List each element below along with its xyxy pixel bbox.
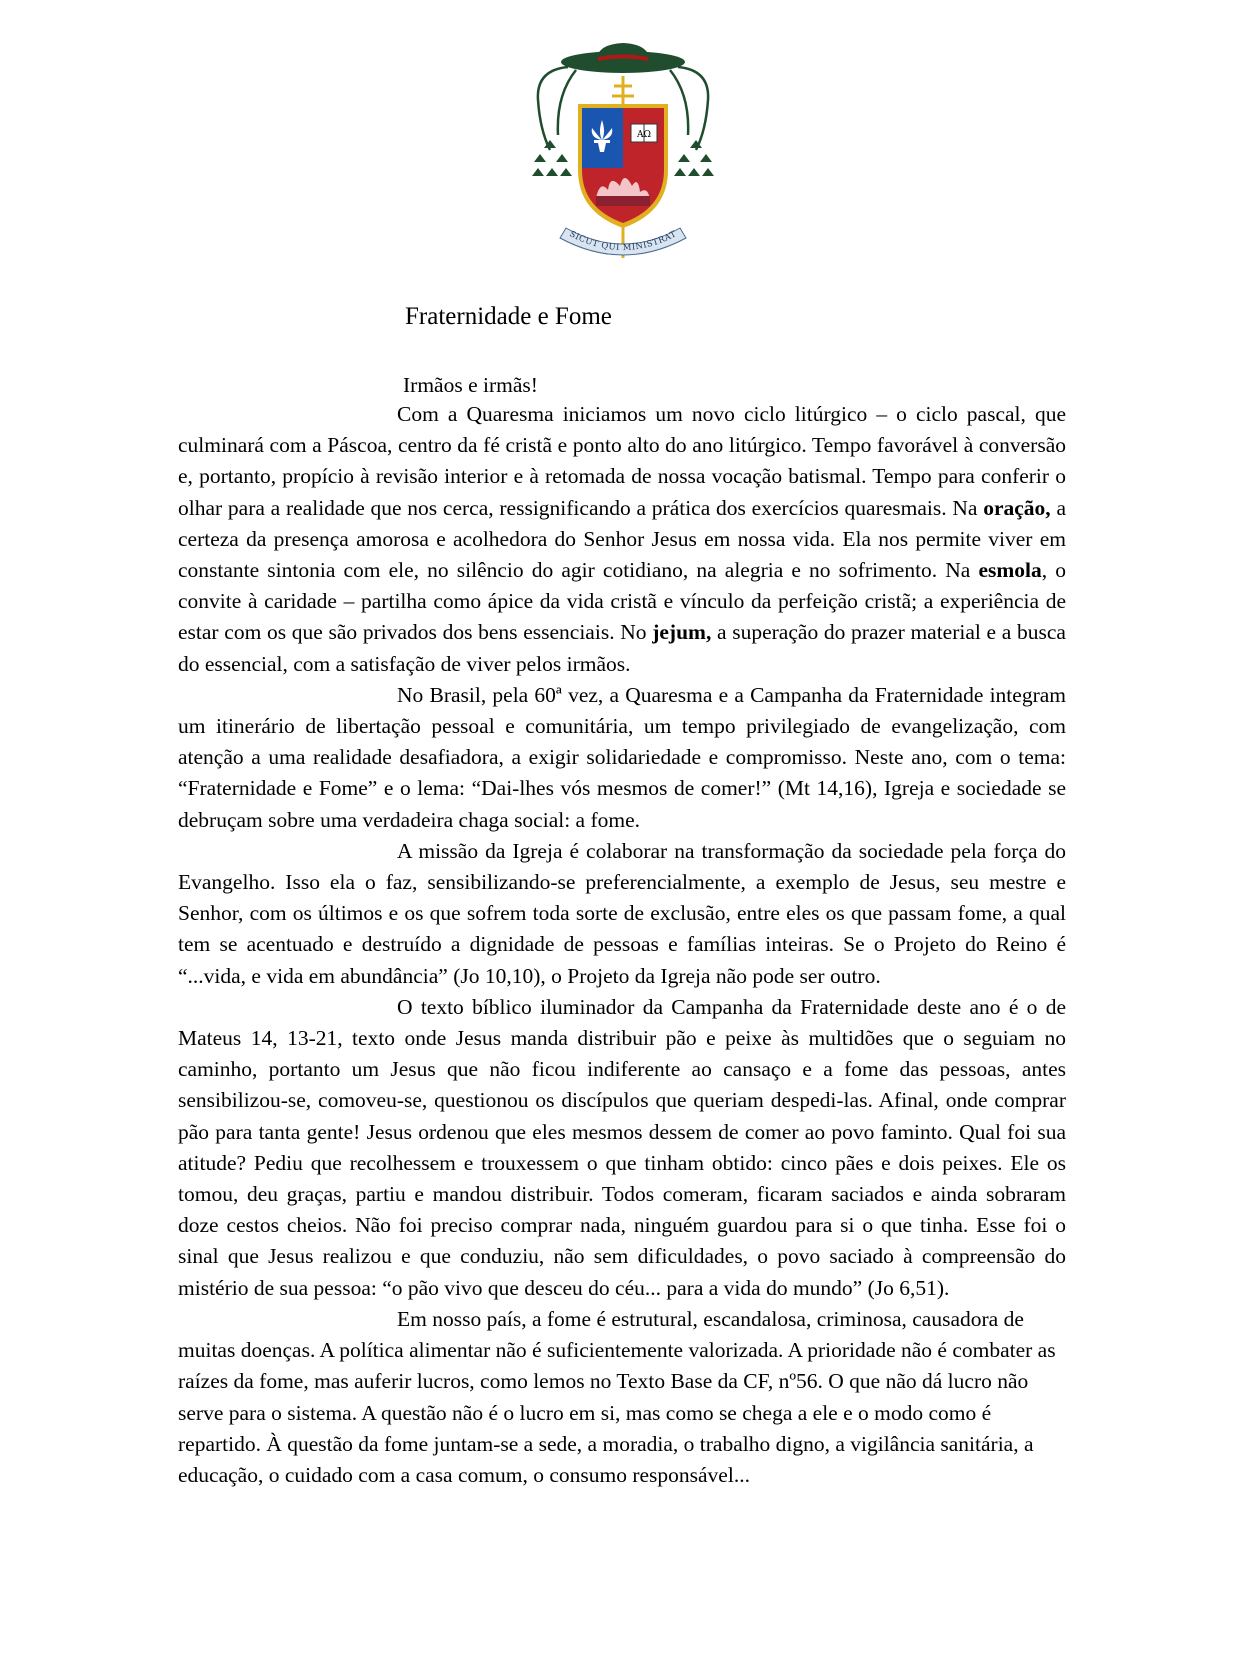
word-oracao: oração, [983, 495, 1051, 520]
paragraph-3: A missão da Igreja é colaborar na transformação da sociedade pela força do Evangelho. Isso ela o faz, sensibilizando-se preferencialmente, a exemplo de Jesus, seu mestre e Senhor, com os últimos e os que sofrem toda sorte de exclusão, entre eles os que passam fome, a qual tem se acentuado e destruído a dignidade de pessoas e famílias inteiras. Se o Projeto do Reino é “...vida, e vida em abundância” (Jo 10,10), o Projeto da Igreja não pode ser outro. [178, 838, 1066, 988]
paragraph-4: O texto bíblico iluminador da Campanha da Fraternidade deste ano é o de Mateus 14, 13-21, texto onde Jesus manda distribuir pão e peixe às multidões que o seguiam no caminho, portanto um Jesus que não ficou indiferente ao cansaço e a fome das pessoas, antes sensibilizou-se, comoveu-se, questionou os discípulos que queriam despedi-las. Afinal, onde comprar pão para tanta gente! Jesus ordenou que eles mesmos dessem de comer ao povo faminto. Qual foi sua atitude? Pediu que recolhessem e trouxessem o que tinham obtido: cinco pães e dois peixes. Ele os tomou, deu graças, partiu e mandou distribuir. Todos comeram, ficaram saciados e ainda sobraram doze cestos cheios. Não foi preciso comprar nada, ninguém guardou para si o que tinha. Esse foi o sinal que Jesus realizou e que conduziu, não sem dificuldades, o povo saciado à compreensão do mistério de sua pessoa: “o pão vivo que desceu do céu... para a vida do mundo” (Jo 6,51). [178, 994, 1066, 1300]
paragraph-1: Com a Quaresma iniciamos um novo ciclo litúrgico – o ciclo pascal, que culminará com a Páscoa, centro da fé cristã e ponto alto do ano litúrgico. Tempo favorável à conversão e, portanto, propício à revisão interior e à retomada de nossa vocação batismal. Tempo para conferir o olhar para a realidade que nos cerca, ressignificando a prática dos exercícios quaresmais. Na oração, a certeza da presença amorosa e acolhedora do Senhor Jesus em nossa vida. Ela nos permite viver em constante sintonia com ele, no silêncio do agir cotidiano, na alegria e no sofrimento. Na esmola, o convite à caridade – partilha como ápice da vida cristã e vínculo da perfeição cristã; a experiência de estar com os que são privados dos bens essenciais. No jejum, a superação do prazer material e a busca do essencial, com a satisfação de viver pelos irmãos. [178, 402, 1066, 676]
galero-hat-icon [561, 43, 685, 73]
paragraph-5: Em nosso país, a fome é estrutural, escandalosa, criminosa, causadora de muitas doenças. A política alimentar não é suficientemente valorizada. A prioridade não é combater as raízes da fome, mas auferir lucros, como lemos no Texto Base da CF, nº56. O que não dá lucro não serve para o sistema. A questão não é o lucro em si, mas como se chega a ele e o modo como é repartido. À questão da fome juntam-se a sede, a moradia, o trabalho digno, a vigilância sanitária, a educação, o cuidado com a casa comum, o consumo responsável... [178, 1306, 1056, 1487]
shield-icon [578, 104, 668, 228]
document-title: Fraternidade e Fome [405, 303, 612, 330]
book-icon [631, 124, 657, 142]
coat-of-arms [528, 40, 718, 265]
book-letters: AΩ [637, 130, 651, 140]
paragraph-2: No Brasil, pela 60ª vez, a Quaresma e a Campanha da Fraternidade integram um itinerário de libertação pessoal e comunitária, um tempo privilegiado de evangelização, com atenção a uma realidade desafiadora, a exigir solidariedade e compromisso. Neste ano, com o tema: “Fraternidade e Fome” e o lema: “Dai-lhes vós mesmos de comer!” (Mt 14,16), Igreja e sociedade se debruçam sobre uma verdadeira chaga social: a fome. [178, 682, 1066, 832]
motto-text: SICUT QUI MINISTRAT [567, 229, 679, 254]
letter-body [178, 399, 1066, 1491]
greeting: Irmãos e irmãs! [403, 373, 538, 397]
word-jejum: jejum, [652, 620, 712, 645]
word-esmola: esmola [978, 558, 1042, 583]
